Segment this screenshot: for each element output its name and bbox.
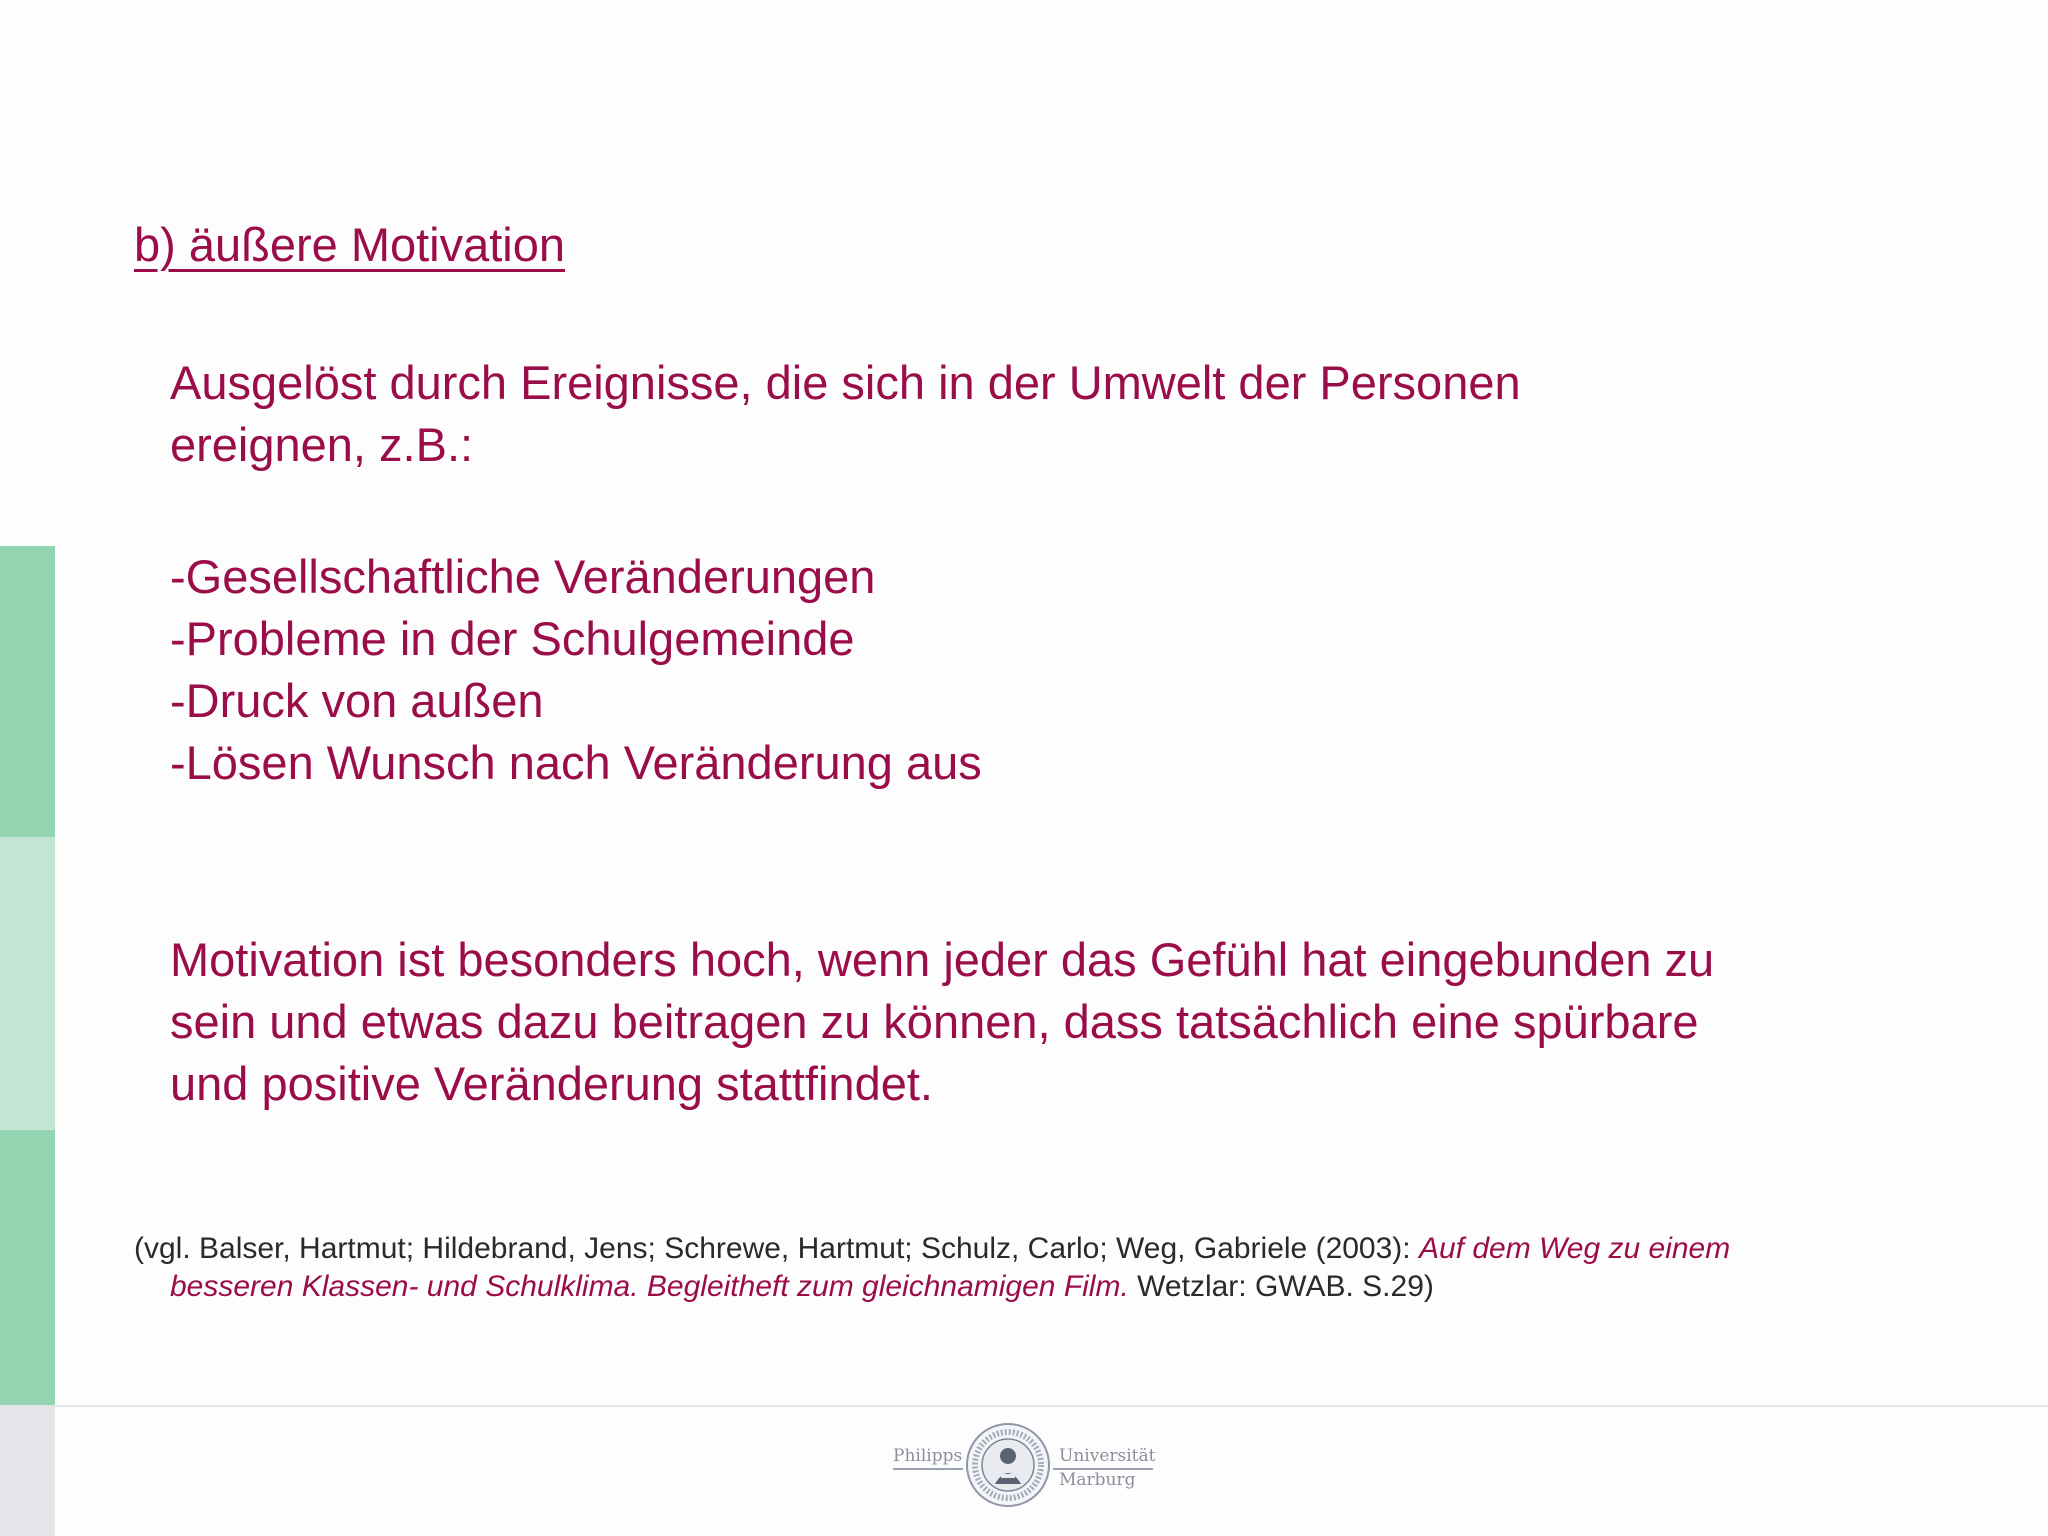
citation bbox=[134, 1230, 1730, 1306]
side-bar-segment-1 bbox=[0, 546, 55, 837]
citation-second-line bbox=[134, 1268, 1730, 1306]
intro-line: Ausgelöst durch Ereignisse, die sich in der Umwelt der Personen bbox=[170, 356, 1521, 409]
university-seal-icon bbox=[965, 1422, 1051, 1508]
summary-line: und positive Veränderung stattfindet. bbox=[170, 1057, 933, 1110]
side-bar-segment-3 bbox=[0, 1130, 55, 1405]
citation-publisher: Wetzlar: GWAB. S.29) bbox=[1128, 1270, 1434, 1303]
bullet-item: -Lösen Wunsch nach Veränderung aus bbox=[170, 736, 982, 789]
bullet-item: -Druck von außen bbox=[170, 674, 544, 727]
side-bar-segment-4 bbox=[0, 1405, 55, 1536]
university-logo bbox=[893, 1420, 1155, 1520]
bullet-item: -Probleme in der Schulgemeinde bbox=[170, 612, 855, 665]
logo-word-left: Philipps bbox=[893, 1446, 963, 1466]
intro-line: ereignen, z.B.: bbox=[170, 418, 474, 471]
slide-heading: b) äußere Motivation bbox=[134, 218, 566, 271]
summary-line: Motivation ist besonders hoch, wenn jeder das Gefühl hat eingebunden zu bbox=[170, 933, 1715, 986]
logo-word-right-2: Marburg bbox=[1059, 1470, 1136, 1490]
citation-title-part2: besseren Klassen- und Schulklima. Begleitheft zum gleichnamigen Film. bbox=[170, 1270, 1129, 1303]
summary-paragraph bbox=[170, 929, 1714, 1115]
citation-title-part1: Auf dem Weg zu einem bbox=[1418, 1232, 1731, 1265]
logo-rule-left bbox=[893, 1468, 963, 1470]
summary-line: sein und etwas dazu beitragen zu können, dass tatsächlich eine spürbare bbox=[170, 995, 1699, 1048]
citation-authors: (vgl. Balser, Hartmut; Hildebrand, Jens; Schrewe, Hartmut; Schulz, Carlo; Weg, Gabriele (2003): bbox=[134, 1232, 1419, 1265]
side-bar-segment-2 bbox=[0, 837, 55, 1130]
footer-divider bbox=[55, 1405, 2048, 1407]
logo-word-right-1: Universität bbox=[1059, 1446, 1156, 1466]
bullet-item: -Gesellschaftliche Veränderungen bbox=[170, 550, 876, 603]
intro-paragraph bbox=[170, 352, 1521, 476]
bullet-list bbox=[170, 546, 982, 794]
